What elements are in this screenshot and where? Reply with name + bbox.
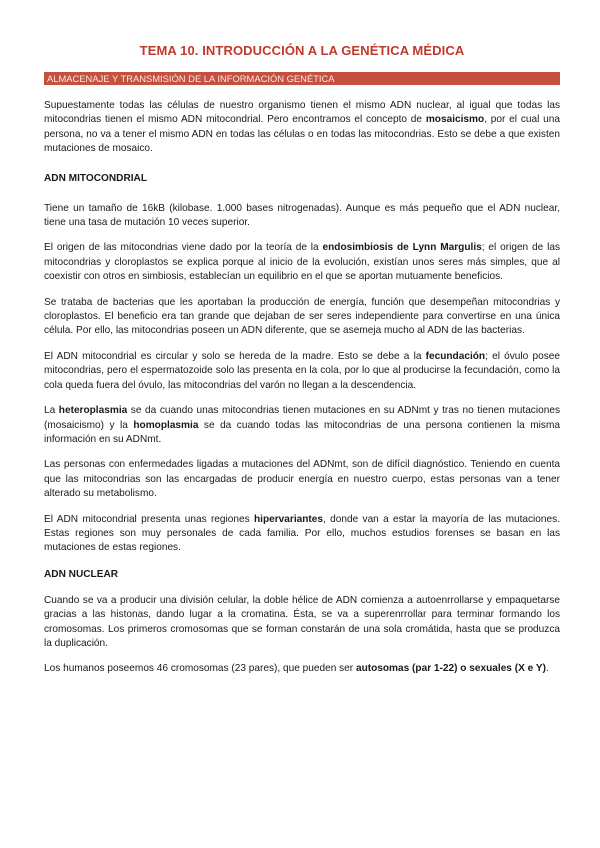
term-fecundacion: fecundación [425, 350, 486, 362]
term-autosomas-sexuales: autosomas (par 1-22) o sexuales (X e Y) [355, 663, 546, 675]
document-title: TEMA 10. INTRODUCCIÓN A LA GENÉTICA MÉDICA [139, 43, 465, 58]
mito-origin-text-2: ; el origen de las mitocondrias y cloroplastos se explica porque al inicio de la evolución, existían unos seres más simples, que al coexistir con otros en simbiosis, establecían un equilibrio en el que se aportan mutuamente beneficios. [44, 242, 560, 283]
hyper-text-1: El ADN mitocondrial presenta unas regiones [44, 513, 254, 525]
mito-paragraph-origin [44, 241, 560, 284]
mito-paragraph-plasmia [44, 404, 560, 447]
term-homoplasmia: homoplasmia [133, 419, 199, 431]
mito-paragraph-diseases: Las personas con enfermedades ligadas a mutaciones del ADNmt, son de difícil diagnóstico. Teniendo en cuenta que las mitocondrias son las encargadas de producir energía en nuestro cuerpo, estas personas van a tener alterado su metabolismo. [44, 459, 560, 500]
section-banner: ALMACENAJE Y TRANSMISIÓN DE LA INFORMACIÓN GENÉTICA [44, 72, 560, 85]
plasmia-text-2: se da cuando unas mitocondrias tienen mutaciones en su ADNmt y tras no tienen mutaciones (mosaicismo) y la [44, 405, 560, 431]
plasmia-text-1: La [44, 405, 59, 417]
intro-text-1: Supuestamente todas las células de nuestro organismo tienen el mismo ADN nuclear, al igual que todas las mitocondrias tienen el mismo ADN mitocondrial. Pero encontramos el concepto de [44, 100, 560, 126]
mito-inherit-text-2: ; el óvulo posee mitocondrias, pero el espermatozoide solo las presenta en la cola, por lo que al producirse la fecundación, como la cola queda fuera del óvulo, las mitocondrias del varón no llegan a la descendencia. [44, 350, 560, 391]
hyper-text-2: , donde van a estar la mayoría de las mutaciones. Estas regiones son muy personales de cada familia. Por ello, muchos estudios forenses se basan en las mutaciones de estas regiones. [44, 513, 560, 554]
mito-paragraph-inheritance [44, 350, 560, 393]
term-endosimbiosis: endosimbiosis de Lynn Margulis [322, 242, 482, 254]
chromosome-text-2: . [545, 663, 549, 675]
mito-paragraph-size: Tiene un tamaño de 16kB (kilobase. 1.000 bases nitrogenadas). Aunque es más pequeño que el ADN nuclear, tiene una tasa de mutación 10 veces superior. [44, 202, 560, 229]
nuclear-paragraph-chromosomes [44, 662, 560, 676]
heading-adn-mitocondrial: ADN MITOCONDRIAL [44, 172, 147, 184]
nuclear-paragraph-division: Cuando se va a producir una división celular, la doble hélice de ADN comienza a autoenrrollarse y empaquetarse gracias a las histonas, dando lugar a la cromatina. Ésta, se va a superenrrollar para terminar formando los cromosomas. Los primeros cromosomas que se forman constarán de una sola cromátida, hasta que se produzca la duplicación. [44, 594, 560, 649]
mito-inherit-text-1: El ADN mitocondrial es circular y solo se hereda de la madre. Esto se debe a la [44, 350, 426, 362]
plasmia-text-3: se da cuando todas las mitocondrias de una persona contienen la misma información en su ADNmt. [44, 419, 560, 445]
term-hipervariantes: hipervariantes [253, 513, 323, 525]
mito-origin-text-1: El origen de las mitocondrias viene dado por la teoría de la [44, 242, 323, 254]
intro-paragraph [44, 99, 560, 157]
chromosome-text-1: Los humanos poseemos 46 cromosomas (23 pares), que pueden ser [44, 663, 356, 675]
mito-paragraph-hypervariant [44, 513, 560, 556]
term-heteroplasmia: heteroplasmia [58, 405, 128, 417]
intro-text-2: , por el cual una persona, no va a tener el mismo ADN en todas las células o en todas las mitocondrias. Esto se debe a que existen mutaciones de mosaico. [44, 114, 561, 155]
term-mosaicismo: mosaicismo [425, 114, 485, 126]
mito-paragraph-bacteria: Se trataba de bacterias que les aportaban la producción de energía, función que desempeñan mitocondrias y cloroplastos. El beneficio era tan grande que dejaban de ser seres independiente para convertirse en una única célula. Por ello, las mitocondrias poseen un ADN diferente, que se asemeja mucho al ADN de las bacterias. [44, 296, 560, 337]
heading-adn-nuclear: ADN NUCLEAR [44, 568, 119, 580]
